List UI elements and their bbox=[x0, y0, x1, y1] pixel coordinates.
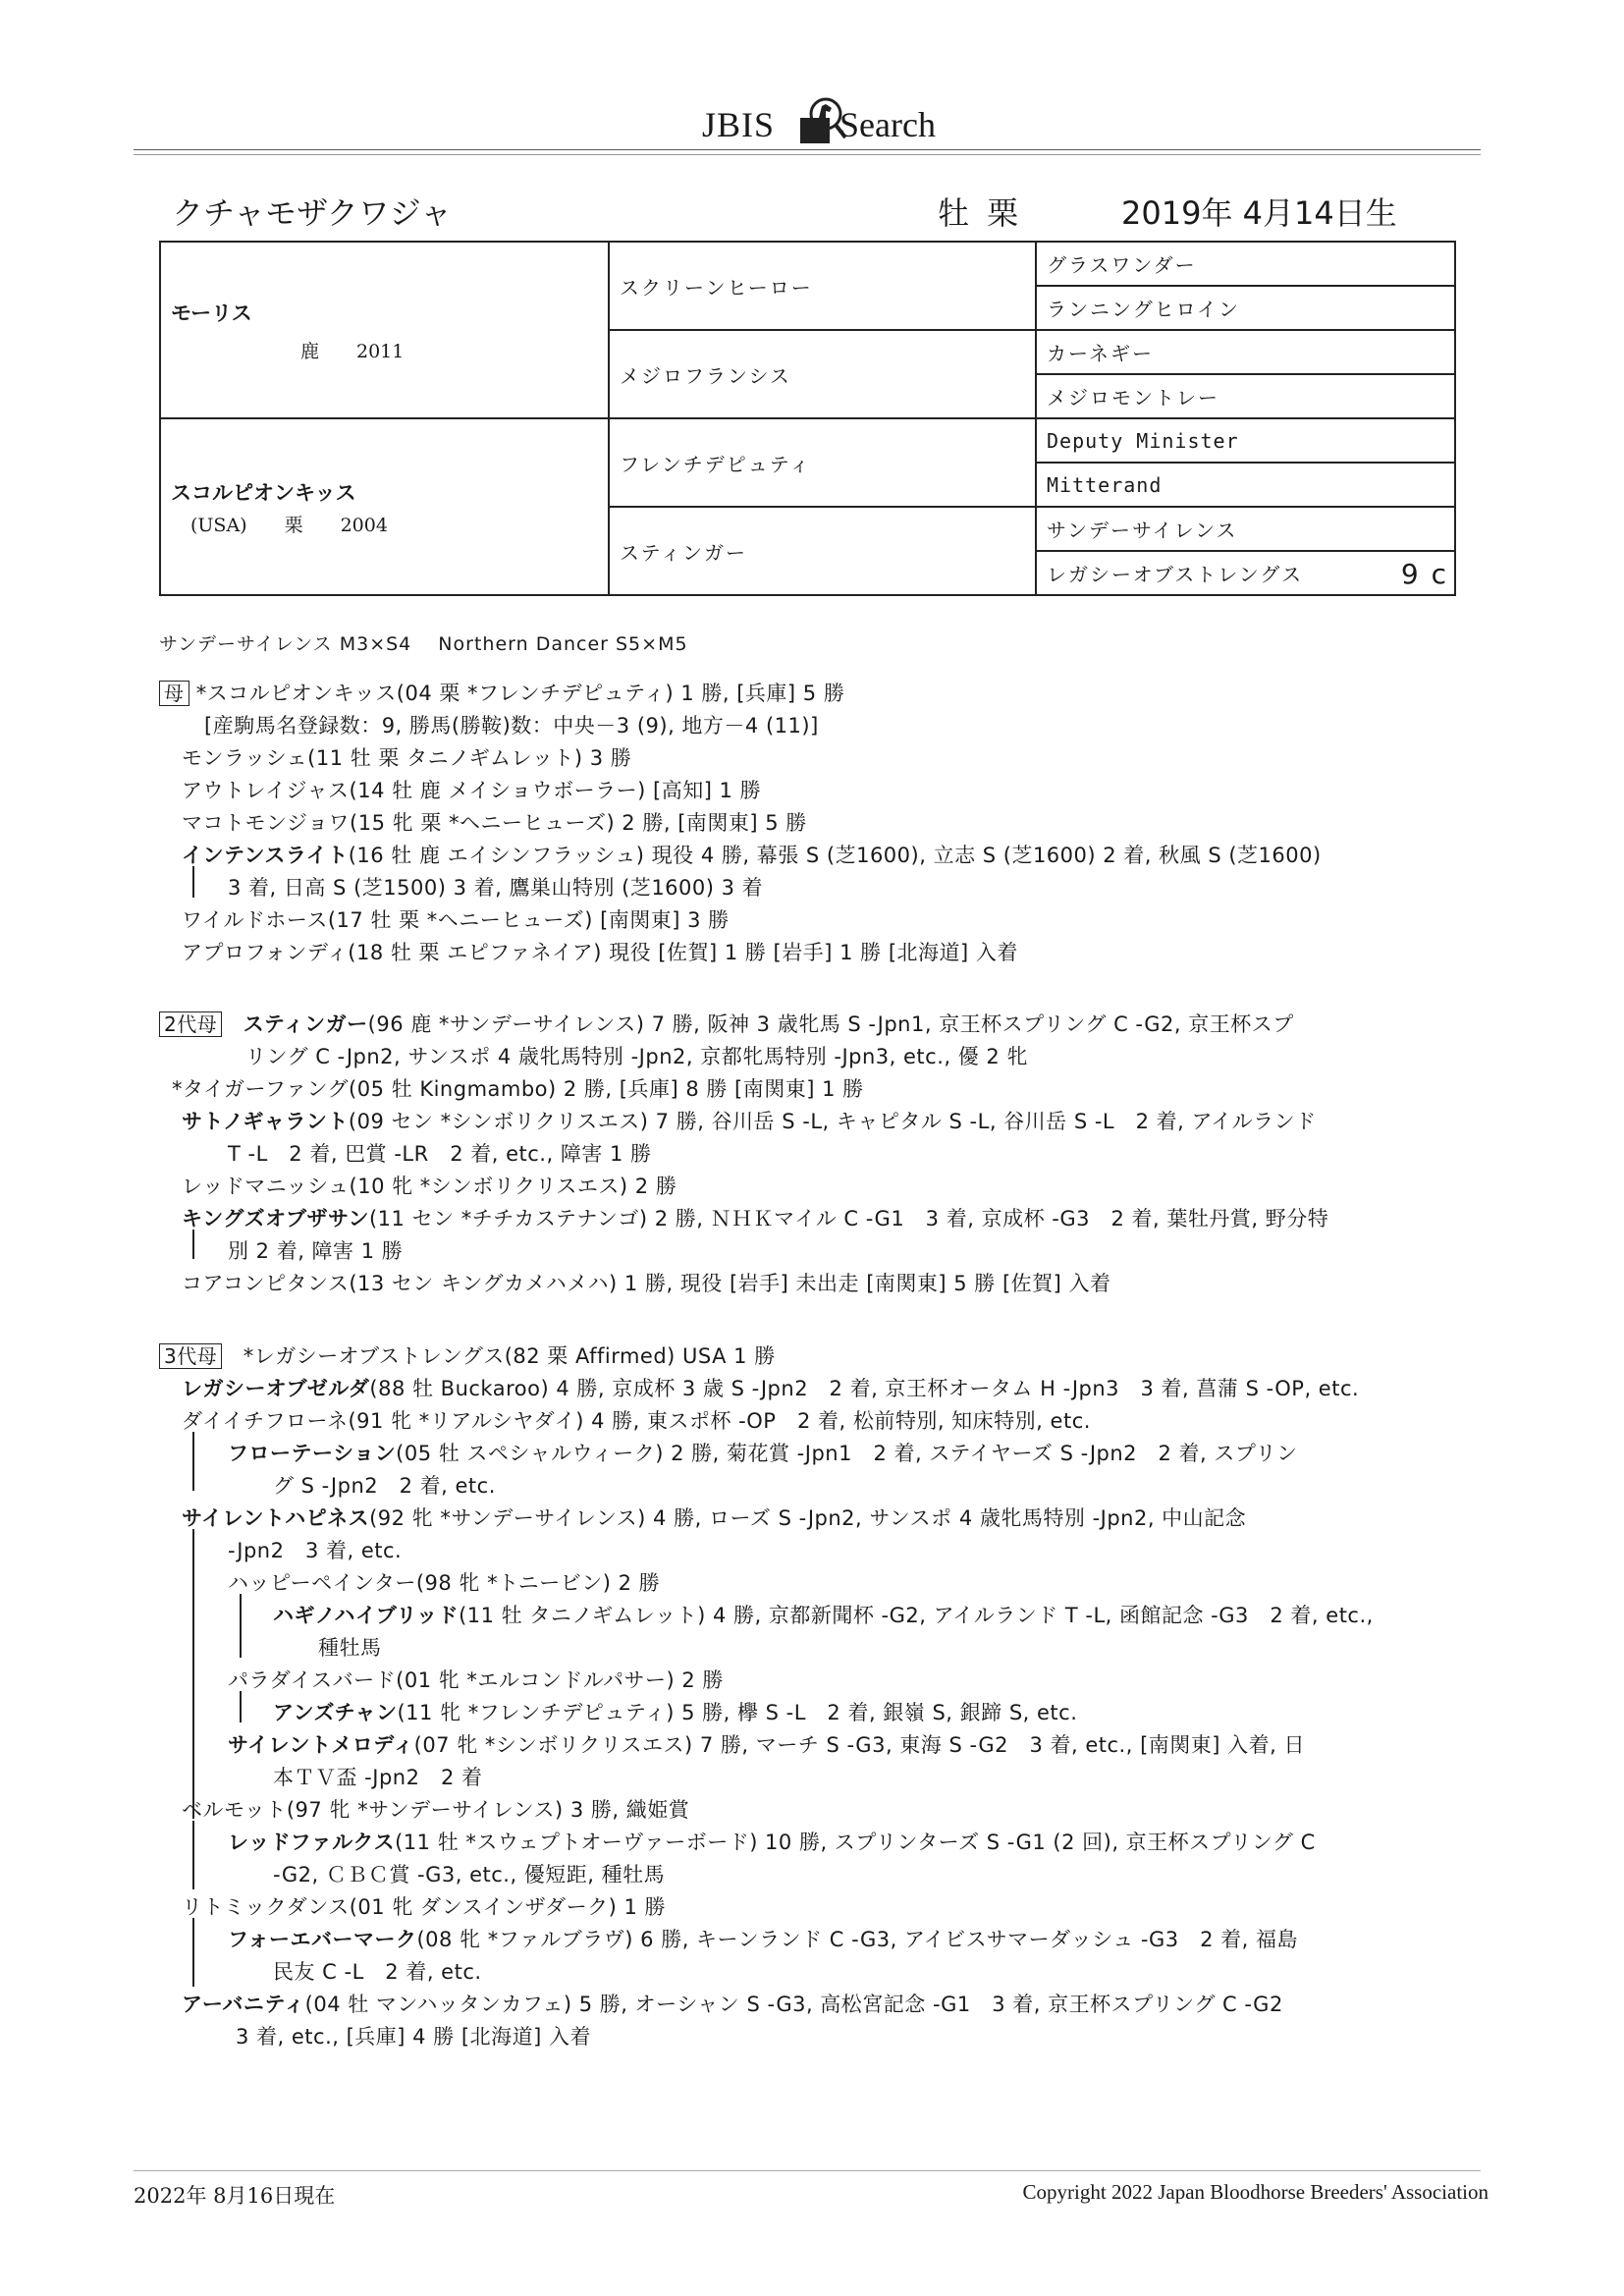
dam3-line-1: 3代母 *レガシーオブストレングス(82 栗 Affirmed) USA 1 勝 bbox=[159, 1340, 776, 1370]
dam-line-3: モンラッシェ(11 牡 栗 タニノギムレット) 3 勝 bbox=[182, 746, 632, 770]
branch-bar bbox=[240, 1594, 242, 1658]
dam3-line-14: 本ＴＶ盃 -Jpn2 2 着 bbox=[273, 1766, 483, 1789]
dam3-line-6: サイレントハピネス(92 牝 *サンデーサイレンス) 4 勝, ローズ S -Jpn2, サンスポ 4 歳牝馬特別 -Jpn2, 中山記念 bbox=[182, 1506, 1247, 1530]
dam3-line-4: フローテーション(05 牡 スペシャルウィーク) 2 勝, 菊花賞 -Jpn1 2 着, ステイヤーズ S -Jpn2 2 着, スプリン bbox=[228, 1442, 1298, 1465]
dam2-line-9: コアコンピタンス(13 セン キングカメハメハ) 1 勝, 現役 [岩手] 未出走 [南関東] 5 勝 [佐賀] 入着 bbox=[182, 1272, 1111, 1295]
sire-dam-cell: メジロフランシス bbox=[609, 330, 1036, 418]
sire-name: モーリス bbox=[171, 301, 252, 325]
dam2-line-6: レッドマニッシュ(10 牝 *シンボリクリスエス) 2 勝 bbox=[182, 1175, 677, 1198]
branch-bar bbox=[240, 1691, 242, 1722]
dam-line-6: インテンスライト(16 牡 鹿 エイシンフラッシュ) 現役 4 勝, 幕張 S (芝1600), 立志 S (芝1600) 2 着, 秋風 S (芝1600) bbox=[182, 844, 1322, 867]
dam2-line-7: キングズオブザサン(11 セン *チチカステナンゴ) 2 勝, ＮＨＫマイル C -G1 3 着, 京成杯 -G3 2 着, 葉牡丹賞, 野分特 bbox=[182, 1207, 1329, 1230]
section-label-dam: 母 bbox=[159, 681, 189, 706]
sire-info: 鹿 2011 bbox=[300, 340, 405, 362]
dam3-line-2: レガシーオブゼルダ(88 牡 Buckaroo) 4 勝, 京成杯 3 歳 S -Jpn2 2 着, 京王杯オータム H -Jpn3 3 着, 菖蒲 S -OP, etc. bbox=[182, 1377, 1360, 1400]
dam3-line-12: アンズチャン(11 牝 *フレンチデピュティ) 5 勝, 欅 S -L 2 着, 銀嶺 S, 銀蹄 S, etc. bbox=[273, 1701, 1078, 1724]
footer-rule bbox=[134, 2170, 1481, 2171]
dam3-line-18: リトミックダンス(01 牝 ダンスインザダーク) 1 勝 bbox=[182, 1895, 667, 1919]
section-label-dam3: 3代母 bbox=[159, 1343, 222, 1369]
logo-text-search: Search bbox=[839, 105, 936, 144]
dam3-line-20: 民友 C -L 2 着, etc. bbox=[273, 1960, 482, 1984]
dam-info: (USA) 栗 2004 bbox=[190, 514, 388, 536]
g3-cell-8 bbox=[1036, 551, 1455, 595]
dam-line-4: アウトレイジャス(14 牡 鹿 メイショウボーラー) [高知] 1 勝 bbox=[182, 779, 762, 802]
g3-cell-3: カーネギー bbox=[1036, 330, 1455, 374]
dam3-line-7: -Jpn2 3 着, etc. bbox=[228, 1539, 403, 1562]
dam-line-1: 母 *スコルピオンキッス(04 栗 *フレンチデピュティ) 1 勝, [兵庫] 5 勝 bbox=[159, 678, 844, 707]
dam-line-7: 3 着, 日高 S (芝1500) 3 着, 鷹巣山特別 (芝1600) 3 着 bbox=[228, 876, 764, 900]
dam-sire-cell: フレンチデピュティ bbox=[609, 418, 1036, 507]
dam3-line-5: グ S -Jpn2 2 着, etc. bbox=[273, 1474, 496, 1498]
header-rule-thin bbox=[134, 154, 1481, 155]
dam3-line-3: ダイイチフローネ(91 牝 *リアルシヤダイ) 4 勝, 東スポ杯 -OP 2 着, 松前特別, 知床特別, etc. bbox=[182, 1409, 1091, 1433]
dam3-line-10: 種牡馬 bbox=[318, 1636, 382, 1660]
footer-date: 2022年 8月16日現在 bbox=[134, 2184, 336, 2208]
branch-bar bbox=[192, 1918, 194, 1987]
g3-cell-2: ランニングヒロイン bbox=[1036, 286, 1455, 330]
dam3-line-19: フォーエバーマーク(08 牝 *ファルブラヴ) 6 勝, キーンランド C -G3, アイビスサマーダッシュ -G3 2 着, 福島 bbox=[228, 1928, 1299, 1951]
dam-line-2: [産駒馬名登録数：9, 勝馬(勝鞍)数：中央－3 (9), 地方－4 (11)] bbox=[204, 714, 819, 738]
dam-line-9: アプロフォンディ(18 牡 栗 エピファネイア) 現役 [佐賀] 1 勝 [岩手] 1 勝 [北海道] 入着 bbox=[182, 941, 1018, 964]
jbis-search-logo bbox=[702, 90, 938, 149]
section-label-dam2: 2代母 bbox=[159, 1011, 222, 1037]
g3-cell-6: Mitterand bbox=[1036, 463, 1455, 507]
dam3-line-13: サイレントメロディ(07 牝 *シンボリクリスエス) 7 勝, マーチ S -G3, 東海 S -G2 3 着, etc., [南関東] 入着, 日 bbox=[228, 1733, 1305, 1757]
dam-name: スコルピオンキッス bbox=[171, 480, 356, 505]
dam3-line-17: -G2, ＣＢＣ賞 -G3, etc., 優短距, 種牡馬 bbox=[273, 1863, 666, 1886]
branch-bar bbox=[192, 1529, 194, 1819]
dam2-line-1: 2代母 スティンガー(96 鹿 *サンデーサイレンス) 7 勝, 阪神 3 歳牝馬 S -Jpn1, 京王杯スプリング C -G2, 京王杯スプ bbox=[159, 1009, 1294, 1038]
dam2-line-4: サトノギャラント(09 セン *シンボリクリスエス) 7 勝, 谷川岳 S -L, キャピタル S -L, 谷川岳 S -L 2 着, アイルランド bbox=[182, 1110, 1317, 1133]
dam3-line-8: ハッピーペインター(98 牝 *トニービン) 2 勝 bbox=[228, 1571, 661, 1595]
dam2-line-3: *タイガーファング(05 牡 Kingmambo) 2 勝, [兵庫] 8 勝 [南関東] 1 勝 bbox=[172, 1077, 864, 1101]
dam-dam-cell: スティンガー bbox=[609, 507, 1036, 595]
header-rule bbox=[134, 149, 1481, 150]
footer-copyright: Copyright 2022 Japan Bloodhorse Breeders' Association bbox=[1022, 2180, 1489, 2204]
dam3-line-15: ベルモット(97 牝 *サンデーサイレンス) 3 勝, 織姫賞 bbox=[182, 1798, 690, 1822]
dam2-line-2: リング C -Jpn2, サンスポ 4 歳牝馬特別 -Jpn2, 京都牝馬特別 -Jpn3, etc., 優 2 牝 bbox=[245, 1045, 1028, 1068]
pedigree-table bbox=[159, 241, 1456, 596]
dam3-line-21: アーバニティ(04 牡 マンハッタンカフェ) 5 勝, オーシャン S -G3, 高松宮記念 -G1 3 着, 京王杯スプリング C -G2 bbox=[182, 1993, 1283, 2016]
horse-sex-color: 牡 栗 bbox=[938, 194, 1023, 232]
dam3-line-9: ハギノハイブリッド(11 牡 タニノギムレット) 4 勝, 京都新聞杯 -G2, アイルランド T -L, 函館記念 -G3 2 着, etc., bbox=[273, 1604, 1374, 1627]
g3-cell-4: メジロモントレー bbox=[1036, 374, 1455, 418]
dam3-line-11: パラダイスバード(01 牝 *エルコンドルパサー) 2 勝 bbox=[228, 1668, 724, 1692]
family-number: 9 c bbox=[1400, 558, 1448, 590]
branch-bar bbox=[192, 1432, 194, 1491]
dam3-line-16: レッドファルクス(11 牡 *スウェプトオーヴァーボード) 10 勝, スプリンターズ S -G1 (2 回), 京王杯スプリング C bbox=[228, 1831, 1316, 1854]
branch-bar bbox=[192, 1821, 194, 1889]
dam-line-8: ワイルドホース(17 牡 栗 *ヘニーヒューズ) [南関東] 3 勝 bbox=[182, 908, 730, 932]
branch-bar bbox=[192, 866, 194, 898]
horse-name: クチャモザクワジャ bbox=[172, 194, 453, 232]
branch-bar bbox=[192, 1230, 194, 1259]
g3-cell-5: Deputy Minister bbox=[1036, 418, 1455, 463]
dam2-line-5: T -L 2 着, 巴賞 -LR 2 着, etc., 障害 1 勝 bbox=[228, 1142, 652, 1166]
dam2-line-8: 別 2 着, 障害 1 勝 bbox=[228, 1239, 404, 1263]
g3-cell-8-name: レガシーオブストレングス bbox=[1047, 563, 1304, 586]
horse-birth-date: 2019年 4月14日生 bbox=[1121, 194, 1397, 232]
sire-cell bbox=[160, 242, 609, 418]
g3-cell-7: サンデーサイレンス bbox=[1036, 507, 1455, 551]
dam-cell bbox=[160, 418, 609, 595]
dam-line-5: マコトモンジョワ(15 牝 栗 *ヘニーヒューズ) 2 勝, [南関東] 5 勝 bbox=[182, 811, 807, 835]
inbreeding-note: サンデーサイレンス M3×S4 Northern Dancer S5×M5 bbox=[159, 633, 688, 655]
logo-text-jbis: JBIS bbox=[702, 105, 776, 144]
g3-cell-1: グラスワンダー bbox=[1036, 242, 1455, 286]
sire-sire-cell: スクリーンヒーロー bbox=[609, 242, 1036, 330]
dam3-line-22: 3 着, etc., [兵庫] 4 勝 [北海道] 入着 bbox=[236, 2025, 591, 2049]
